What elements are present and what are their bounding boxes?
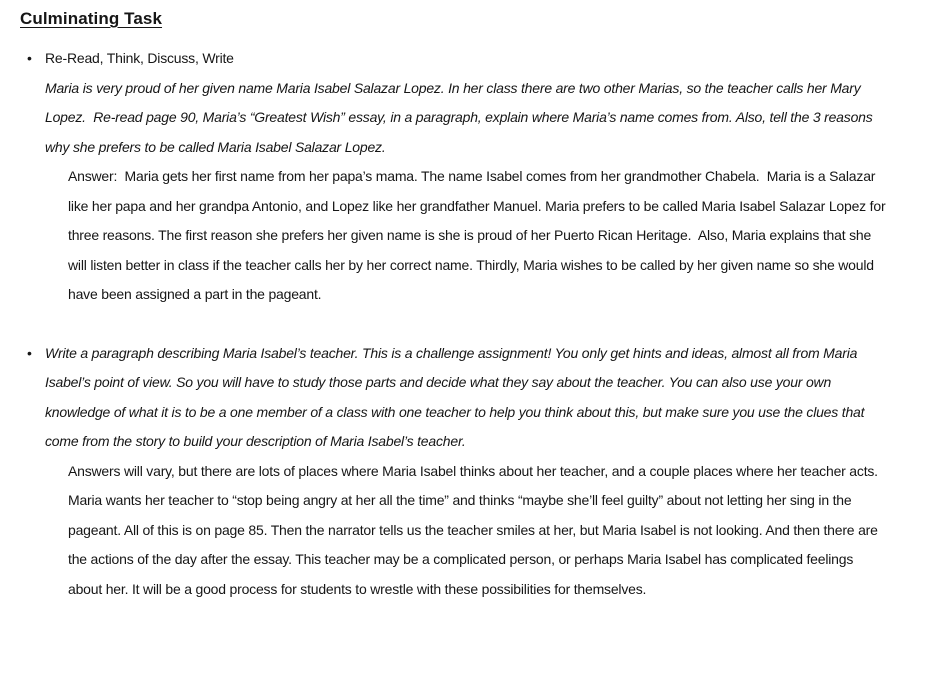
- document-body: [20, 44, 904, 604]
- task1-answer: Answer: Maria gets her first name from her papa’s mama. The name Isabel comes from her grandmother Chabela. Maria is a Salazar like her papa and her grandpa Antonio, and Lopez like her grandfather Manuel. Maria prefers to be called Maria Isabel Salazar Lopez for three reasons. The first reason she prefers her given name is she is proud of her Puerto Rican Heritage. Also, Maria explains that she will listen better in class if the teacher calls her by her correct name. Thirdly, Maria wishes to be called by her given name so she would have been assigned a part in the pageant.: [68, 168, 890, 302]
- task1-prompt: Maria is very proud of her given name Maria Isabel Salazar Lopez. In her class there are two other Marias, so the teacher calls her Mary Lopez. Re-read page 90, Maria’s “Greatest Wish” essay, in a paragraph, explain where Maria’s name comes from. Also, tell the 3 reasons why she prefers to be called Maria Isabel Salazar Lopez.: [45, 79, 877, 155]
- task1-heading: Re-Read, Think, Discuss, Write: [45, 50, 234, 66]
- bullet-icon: •: [27, 344, 32, 361]
- page-title: Culminating Task: [20, 9, 163, 28]
- task2-prompt: Write a paragraph describing Maria Isabel’s teacher. This is a challenge assignment! You only get hints and ideas, almost all from Maria Isabel’s point of view. So you will have to study those parts and decide what they say about the teacher. You can also use your own knowledge of what it is to be a one member of a class with one teacher to help you think about this, but make sure you use the clues that come from the story to build your description of Maria Isabel’s teacher.: [45, 344, 869, 449]
- bullet-icon: •: [27, 50, 32, 66]
- task-item-1: [20, 44, 904, 310]
- task2-answer: Answers will vary, but there are lots of places where Maria Isabel thinks about her teacher, and a couple places where her teacher acts. Maria wants her teacher to “stop being angry at her all the time” and thinks “maybe she’ll feel guilty” about not letting her sing in the pageant. All of this is on page 85. Then the narrator tells us the teacher smiles at her, but Maria Isabel is not looking. And then there are the actions of the day after the essay. This teacher may be a complicated person, or perhaps Maria Isabel has complicated feelings about her. It will be a good process for students to wrestle with these possibilities for themselves.: [68, 462, 882, 597]
- task-item-2: [20, 339, 904, 605]
